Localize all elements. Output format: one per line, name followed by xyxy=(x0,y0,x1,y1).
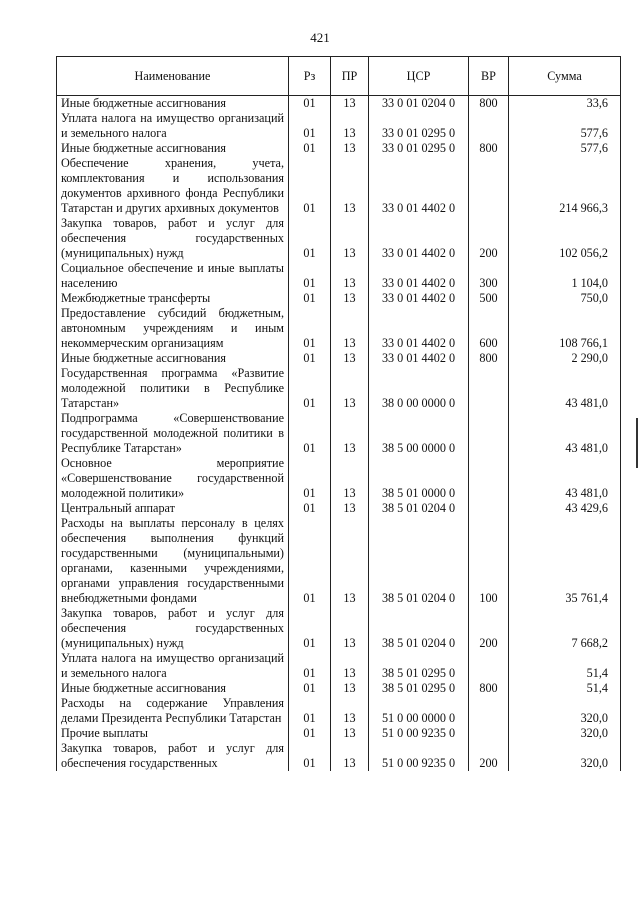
table-row xyxy=(57,726,621,741)
row-vr: 800 xyxy=(469,141,509,156)
table-row xyxy=(57,96,621,112)
row-name: Иные бюджетные ассигнования xyxy=(57,351,289,366)
row-csr: 33 0 01 4402 0 xyxy=(369,261,469,291)
page-number: 421 xyxy=(310,30,330,45)
row-sum: 35 761,4 xyxy=(509,516,621,606)
row-sum: 51,4 xyxy=(509,651,621,681)
table-row xyxy=(57,351,621,366)
row-csr: 33 0 01 4402 0 xyxy=(369,156,469,216)
row-rz: 01 xyxy=(289,651,331,681)
table-row xyxy=(57,291,621,306)
table-row xyxy=(57,651,621,681)
table-row xyxy=(57,741,621,771)
row-rz: 01 xyxy=(289,366,331,411)
row-rz: 01 xyxy=(289,291,331,306)
row-vr xyxy=(469,501,509,516)
row-vr xyxy=(469,456,509,501)
row-sum: 214 966,3 xyxy=(509,156,621,216)
table-header-row xyxy=(57,57,621,96)
row-csr: 33 0 01 4402 0 xyxy=(369,351,469,366)
row-csr: 51 0 00 0000 0 xyxy=(369,696,469,726)
row-pr: 13 xyxy=(331,156,369,216)
table-row xyxy=(57,366,621,411)
row-sum: 320,0 xyxy=(509,726,621,741)
row-name: Обеспечение хранения, учета, комплектования и использования документов архивного фонда Республики Татарстан и других архивных документов xyxy=(57,156,289,216)
row-sum: 51,4 xyxy=(509,681,621,696)
row-pr: 13 xyxy=(331,606,369,651)
row-pr: 13 xyxy=(331,261,369,291)
row-sum: 577,6 xyxy=(509,111,621,141)
header-sum: Сумма xyxy=(509,57,621,96)
row-vr: 200 xyxy=(469,606,509,651)
table-row xyxy=(57,606,621,651)
row-rz: 01 xyxy=(289,681,331,696)
header-vr: ВР xyxy=(469,57,509,96)
row-rz: 01 xyxy=(289,306,331,351)
header-csr: ЦСР xyxy=(369,57,469,96)
row-csr: 38 5 01 0000 0 xyxy=(369,456,469,501)
row-rz: 01 xyxy=(289,411,331,456)
row-sum: 33,6 xyxy=(509,96,621,112)
row-name: Уплата налога на имущество организаций и земельного налога xyxy=(57,111,289,141)
row-vr xyxy=(469,366,509,411)
row-name: Уплата налога на имущество организаций и земельного налога xyxy=(57,651,289,681)
row-csr: 33 0 01 0295 0 xyxy=(369,111,469,141)
row-vr: 500 xyxy=(469,291,509,306)
budget-table xyxy=(56,56,621,771)
row-pr: 13 xyxy=(331,366,369,411)
row-rz: 01 xyxy=(289,351,331,366)
table-row xyxy=(57,306,621,351)
row-csr: 33 0 01 4402 0 xyxy=(369,291,469,306)
row-pr: 13 xyxy=(331,96,369,112)
row-csr: 51 0 00 9235 0 xyxy=(369,726,469,741)
row-csr: 33 0 01 4402 0 xyxy=(369,216,469,261)
header-rz: Рз xyxy=(289,57,331,96)
row-sum: 102 056,2 xyxy=(509,216,621,261)
row-pr: 13 xyxy=(331,216,369,261)
row-csr: 38 5 00 0000 0 xyxy=(369,411,469,456)
row-name: Социальное обеспечение и иные выплаты населению xyxy=(57,261,289,291)
row-pr: 13 xyxy=(331,111,369,141)
table-row xyxy=(57,411,621,456)
row-vr xyxy=(469,156,509,216)
row-vr: 200 xyxy=(469,216,509,261)
table-row xyxy=(57,696,621,726)
scan-edge-mark xyxy=(636,418,638,468)
row-pr: 13 xyxy=(331,141,369,156)
row-name: Закупка товаров, работ и услуг для обеспечения государственных (муниципальных) нужд xyxy=(57,216,289,261)
row-vr: 800 xyxy=(469,351,509,366)
row-name: Закупка товаров, работ и услуг для обеспечения государственных xyxy=(57,741,289,771)
row-rz: 01 xyxy=(289,96,331,112)
row-rz: 01 xyxy=(289,261,331,291)
row-name: Закупка товаров, работ и услуг для обеспечения государственных (муниципальных) нужд xyxy=(57,606,289,651)
row-csr: 38 5 01 0204 0 xyxy=(369,516,469,606)
row-csr: 38 5 01 0295 0 xyxy=(369,651,469,681)
row-name: Иные бюджетные ассигнования xyxy=(57,681,289,696)
row-name: Подпрограмма «Совершенствование государственной молодежной политики в Республике Татарстан» xyxy=(57,411,289,456)
row-vr: 600 xyxy=(469,306,509,351)
row-csr: 38 5 01 0204 0 xyxy=(369,606,469,651)
row-rz: 01 xyxy=(289,216,331,261)
row-pr: 13 xyxy=(331,741,369,771)
row-pr: 13 xyxy=(331,726,369,741)
row-rz: 01 xyxy=(289,606,331,651)
row-rz: 01 xyxy=(289,741,331,771)
row-name: Расходы на выплаты персоналу в целях обеспечения выполнения функций государственными (муниципальными) органами, казенными учреждениями, органами управления государственными внебюджетными фондами xyxy=(57,516,289,606)
row-sum: 7 668,2 xyxy=(509,606,621,651)
header-pr: ПР xyxy=(331,57,369,96)
table-row xyxy=(57,156,621,216)
table-row xyxy=(57,516,621,606)
table-row xyxy=(57,456,621,501)
row-rz: 01 xyxy=(289,156,331,216)
row-pr: 13 xyxy=(331,456,369,501)
row-sum: 43 481,0 xyxy=(509,456,621,501)
row-pr: 13 xyxy=(331,306,369,351)
row-name: Иные бюджетные ассигнования xyxy=(57,96,289,112)
row-rz: 01 xyxy=(289,726,331,741)
row-pr: 13 xyxy=(331,696,369,726)
row-sum: 320,0 xyxy=(509,696,621,726)
row-vr xyxy=(469,726,509,741)
row-sum: 108 766,1 xyxy=(509,306,621,351)
row-sum: 43 481,0 xyxy=(509,366,621,411)
row-rz: 01 xyxy=(289,501,331,516)
table-row xyxy=(57,501,621,516)
row-name: Расходы на содержание Управления делами Президента Республики Татарстан xyxy=(57,696,289,726)
row-rz: 01 xyxy=(289,111,331,141)
header-name: Наименование xyxy=(57,57,289,96)
row-vr: 200 xyxy=(469,741,509,771)
table-row xyxy=(57,261,621,291)
row-rz: 01 xyxy=(289,456,331,501)
row-rz: 01 xyxy=(289,516,331,606)
row-pr: 13 xyxy=(331,351,369,366)
row-vr xyxy=(469,696,509,726)
row-name: Межбюджетные трансферты xyxy=(57,291,289,306)
row-sum: 1 104,0 xyxy=(509,261,621,291)
table-row xyxy=(57,111,621,141)
row-vr xyxy=(469,411,509,456)
row-pr: 13 xyxy=(331,516,369,606)
row-csr: 38 0 00 0000 0 xyxy=(369,366,469,411)
row-name: Основное мероприятие «Совершенствование государственной молодежной политики» xyxy=(57,456,289,501)
row-vr: 800 xyxy=(469,681,509,696)
row-sum: 320,0 xyxy=(509,741,621,771)
row-csr: 33 0 01 0295 0 xyxy=(369,141,469,156)
row-name: Прочие выплаты xyxy=(57,726,289,741)
row-rz: 01 xyxy=(289,141,331,156)
row-name: Государственная программа «Развитие молодежной политики в Республике Татарстан» xyxy=(57,366,289,411)
row-vr: 100 xyxy=(469,516,509,606)
row-vr: 800 xyxy=(469,96,509,112)
row-sum: 2 290,0 xyxy=(509,351,621,366)
row-vr: 300 xyxy=(469,261,509,291)
row-name: Центральный аппарат xyxy=(57,501,289,516)
row-sum: 750,0 xyxy=(509,291,621,306)
table-row xyxy=(57,141,621,156)
row-pr: 13 xyxy=(331,291,369,306)
row-csr: 38 5 01 0295 0 xyxy=(369,681,469,696)
row-pr: 13 xyxy=(331,411,369,456)
row-csr: 51 0 00 9235 0 xyxy=(369,741,469,771)
row-sum: 577,6 xyxy=(509,141,621,156)
table-row xyxy=(57,681,621,696)
row-csr: 38 5 01 0204 0 xyxy=(369,501,469,516)
row-csr: 33 0 01 0204 0 xyxy=(369,96,469,112)
row-rz: 01 xyxy=(289,696,331,726)
row-vr xyxy=(469,651,509,681)
row-name: Иные бюджетные ассигнования xyxy=(57,141,289,156)
row-sum: 43 429,6 xyxy=(509,501,621,516)
row-csr: 33 0 01 4402 0 xyxy=(369,306,469,351)
row-vr xyxy=(469,111,509,141)
row-name: Предоставление субсидий бюджетным, автономным учреждениям и иным некоммерческим организациям xyxy=(57,306,289,351)
row-pr: 13 xyxy=(331,651,369,681)
row-pr: 13 xyxy=(331,501,369,516)
row-sum: 43 481,0 xyxy=(509,411,621,456)
row-pr: 13 xyxy=(331,681,369,696)
table-row xyxy=(57,216,621,261)
